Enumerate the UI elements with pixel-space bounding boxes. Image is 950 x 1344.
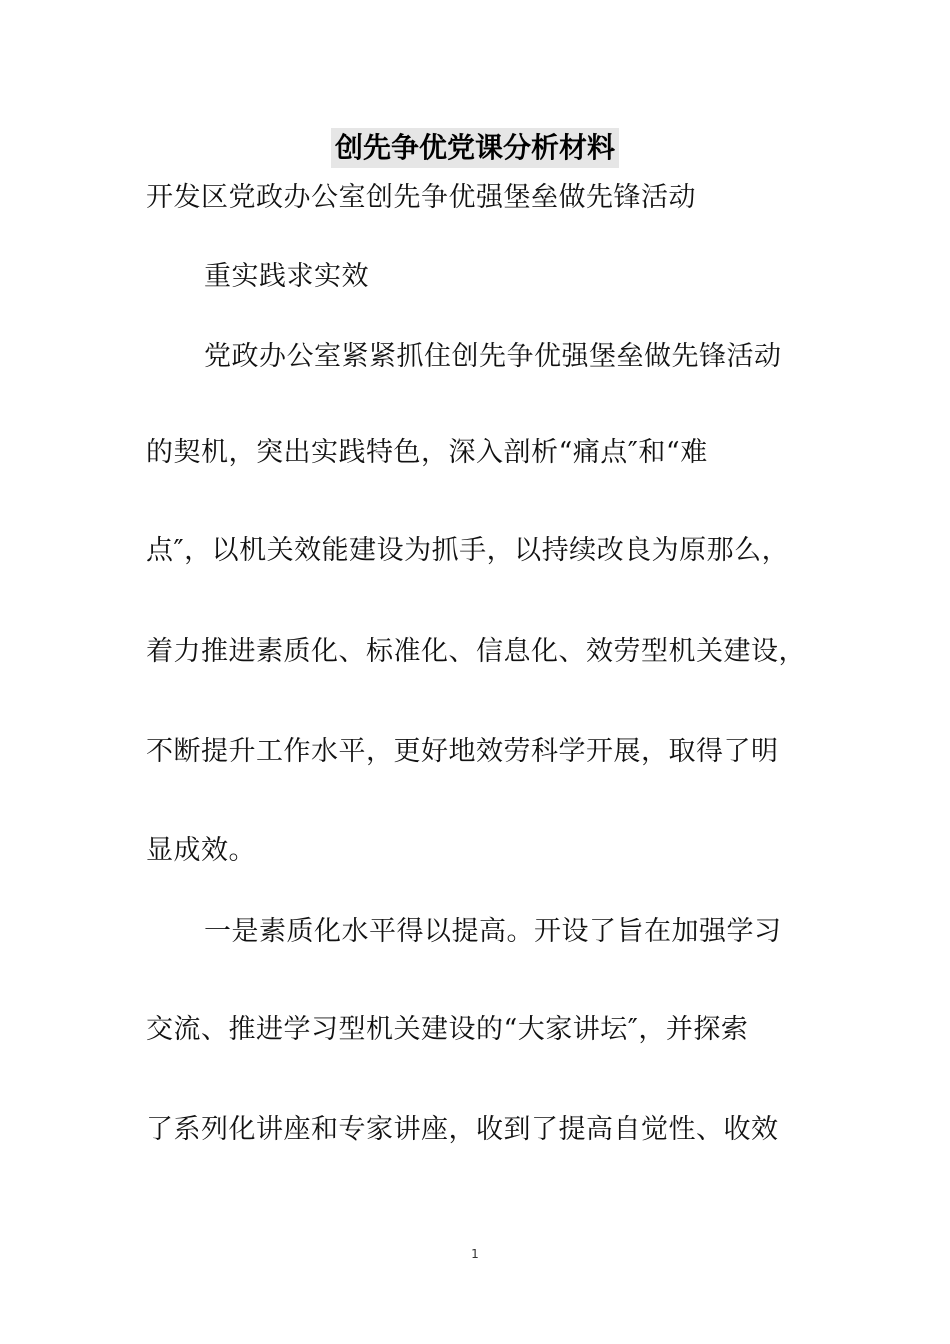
title-container <box>0 128 950 168</box>
paragraph-line: 一是素质化水平得以提高。开设了旨在加强学习 <box>204 916 782 947</box>
document-title: 创先争优党课分析材料 <box>331 128 619 168</box>
paragraph-line: 显成效。 <box>146 835 256 866</box>
paragraph-line: 交流、推进学习型机关建设的“大家讲坛″，并探索 <box>146 1014 749 1045</box>
paragraph-line: 党政办公室紧紧抓住创先争优强堡垒做先锋活动 <box>204 341 782 372</box>
paragraph-line: 了系列化讲座和专家讲座，收到了提高自觉性、收效 <box>146 1114 779 1145</box>
paragraph-line: 着力推进素质化、标准化、信息化、效劳型机关建设， <box>146 636 806 667</box>
subtitle-line-2: 重实践求实效 <box>204 261 369 292</box>
subtitle-line: 开发区党政办公室创先争优强堡垒做先锋活动 <box>146 182 696 213</box>
paragraph-line: 的契机，突出实践特色，深入剖析“痛点″和“难 <box>146 437 708 468</box>
page-number: 1 <box>471 1247 479 1261</box>
paragraph-line: 不断提升工作水平，更好地效劳科学开展，取得了明 <box>146 736 779 767</box>
paragraph-line: 点″，以机关效能建设为抓手，以持续改良为原那么， <box>146 535 790 566</box>
